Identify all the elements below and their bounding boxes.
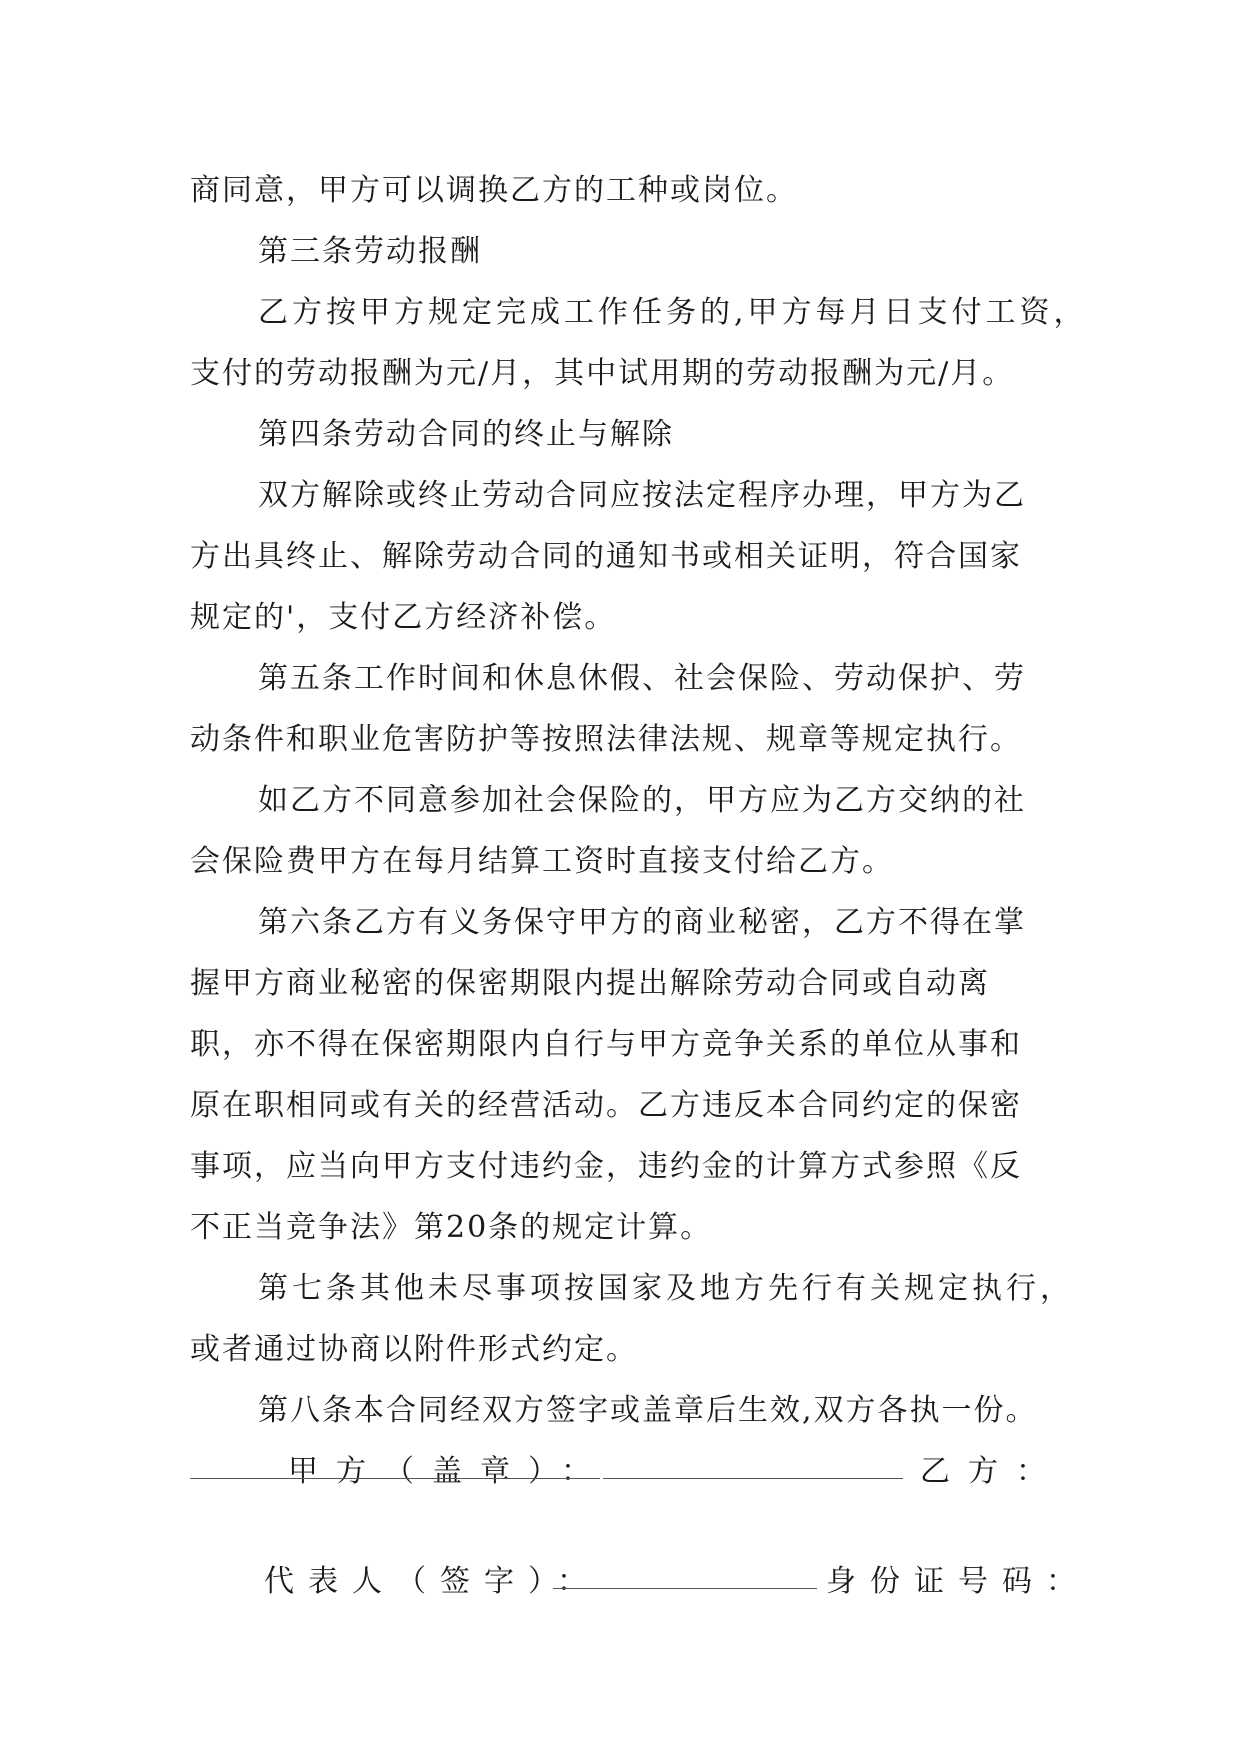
paragraph-line: 方出具终止、解除劳动合同的通知书或相关证明，符合国家: [190, 539, 1022, 574]
paragraph-line: 第八条本合同经双方签字或盖章后生效,双方各执一份。: [258, 1393, 1038, 1428]
section-heading: 第三条劳动报酬: [258, 234, 482, 269]
paragraph-line: 或者通过协商以附件形式约定。: [190, 1332, 638, 1367]
paragraph-line: 第五条工作时间和休息休假、社会保险、劳动保护、劳: [258, 661, 1026, 696]
party-a-seal-blank: [603, 1452, 903, 1479]
paragraph-line: 第七条其他未尽事项按国家及地方先行有关规定执行，: [258, 1271, 1074, 1306]
paragraph-line: 会保险费甲方在每月结算工资时直接支付给乙方。: [190, 844, 894, 879]
paragraph-line: 第六条乙方有义务保守甲方的商业秘密，乙方不得在掌: [258, 905, 1026, 940]
paragraph-line: 职，亦不得在保密期限内自行与甲方竞争关系的单位从事和: [190, 1027, 1022, 1062]
party-b-signature-blank: [190, 1478, 600, 1479]
paragraph-line: 动条件和职业危害防护等按照法律法规、规章等规定执行。: [190, 722, 1022, 757]
section-heading: 第四条劳动合同的终止与解除: [258, 417, 674, 452]
paragraph-line: 握甲方商业秘密的保密期限内提出解除劳动合同或自动离: [190, 966, 990, 1001]
paragraph-line: 如乙方不同意参加社会保险的，甲方应为乙方交纳的社: [258, 783, 1026, 818]
id-number-label: 身份证号码：: [826, 1564, 1090, 1599]
representative-signature-blank: [553, 1562, 817, 1589]
paragraph-line: 原在职相同或有关的经营活动。乙方违反本合同约定的保密: [190, 1088, 1022, 1123]
party-a-row: [288, 1446, 609, 1490]
paragraph-line: 商同意，甲方可以调换乙方的工种或岗位。: [190, 173, 798, 208]
representative-label: 代表人（签字）：: [264, 1564, 601, 1599]
paragraph-line: 支付的劳动报酬为元/月，其中试用期的劳动报酬为元/月。: [190, 356, 1015, 391]
party-a-label: 甲方（盖章）：: [288, 1454, 609, 1489]
party-b-label: 乙方：: [920, 1454, 1064, 1489]
paragraph-line: 不正当竞争法》第20条的规定计算。: [190, 1210, 713, 1245]
paragraph-line: 规定的'，支付乙方经济补偿。: [190, 600, 617, 635]
paragraph-line: 事项，应当向甲方支付违约金，违约金的计算方式参照《反: [190, 1149, 1022, 1184]
paragraph-line: 双方解除或终止劳动合同应按法定程序办理，甲方为乙: [258, 478, 1026, 513]
paragraph-line: 乙方按甲方规定完成工作任务的,甲方每月日支付工资，: [258, 295, 1088, 330]
